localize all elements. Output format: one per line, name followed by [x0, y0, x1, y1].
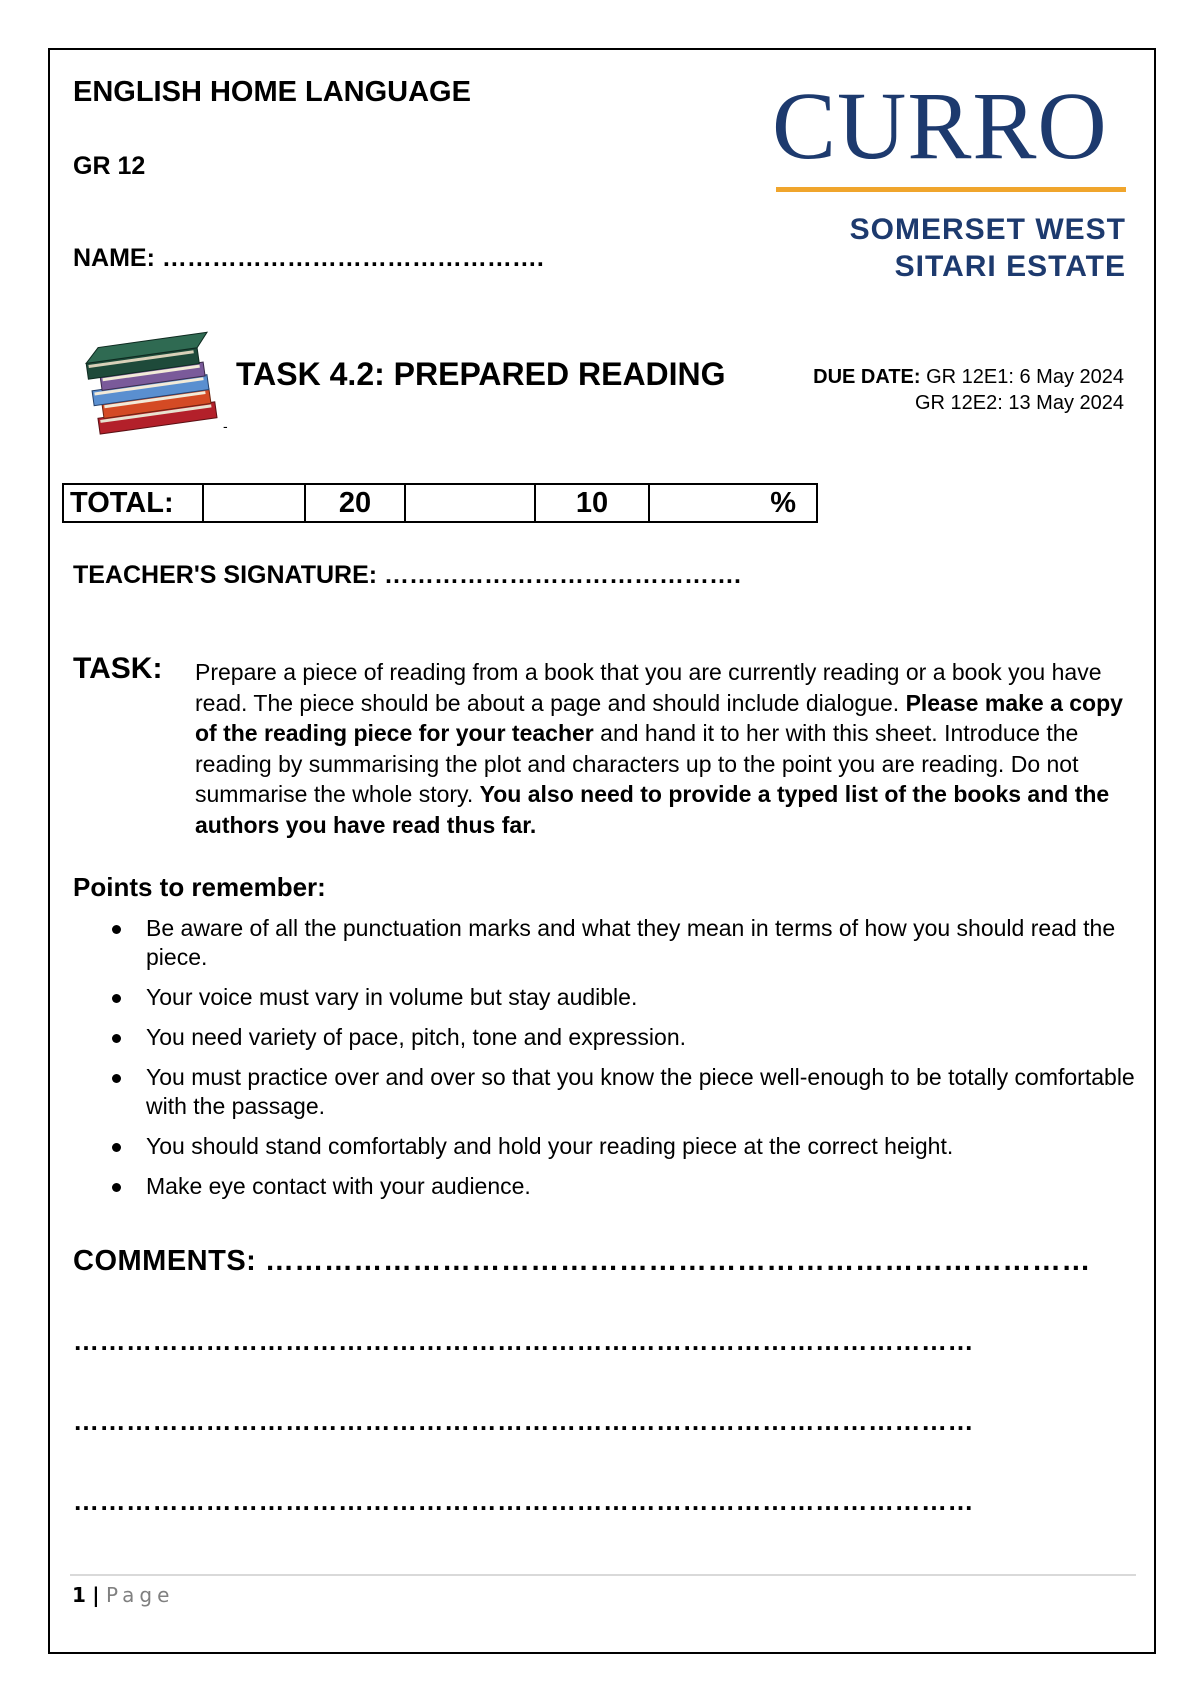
comments-line-2[interactable]: …………………………………………………………………………………………	[73, 1406, 974, 1436]
total-score-cell[interactable]	[203, 484, 305, 522]
point-text: You need variety of pace, pitch, tone and expression.	[146, 1024, 687, 1050]
points-heading: Points to remember:	[73, 872, 326, 902]
comments-line-1[interactable]: …………………………………………………………………………………………	[73, 1326, 974, 1356]
total-marks-table	[62, 483, 818, 523]
list-item	[100, 914, 1140, 972]
list-item	[100, 1132, 1140, 1161]
logo-brand: CURRO	[772, 72, 1108, 179]
instructions-part1: Prepare a piece of reading from a book that you are currently reading or a book you have read. The piece should be about a page and should include dialogue.	[195, 659, 1102, 716]
logo-campus-line2: SITARI ESTATE	[894, 250, 1126, 283]
page-word: Page	[105, 1583, 175, 1607]
bullet-icon	[112, 1183, 121, 1192]
bullet-icon	[112, 1143, 121, 1152]
instructions-part2: and hand it to her with this sheet. Introduce the reading by summarising the plot and characters up to the point you are reading. Do not summarise the whole story.	[195, 720, 1079, 807]
subject-heading: ENGLISH HOME LANGUAGE	[73, 76, 471, 108]
footer-divider	[70, 1574, 1136, 1576]
logo-campus-line1: SOMERSET WEST	[849, 213, 1126, 246]
point-text: Be aware of all the punctuation marks and what they mean in terms of how you should read the piece.	[146, 915, 1116, 970]
due-date-e2: GR 12E2: 13 May 2024	[914, 392, 1124, 414]
due-date-label: DUE DATE:	[813, 366, 921, 388]
bullet-icon	[112, 1074, 121, 1083]
bullet-icon	[112, 1034, 121, 1043]
logo-accent-bar	[776, 187, 1126, 192]
list-item	[100, 1063, 1140, 1121]
comments-line-3[interactable]: …………………………………………………………………………………………	[73, 1486, 974, 1516]
instructions-bold1: Please make a copy of the reading piece for your teacher	[195, 689, 1123, 746]
total-percent-cell[interactable]: %	[649, 484, 817, 522]
point-text: Your voice must vary in volume but stay audible.	[146, 984, 638, 1010]
page-footer	[72, 1583, 174, 1607]
total-label: TOTAL:	[63, 484, 203, 522]
teacher-signature-field[interactable]: TEACHER'S SIGNATURE: …………………………………….	[73, 561, 741, 589]
list-item	[100, 1023, 1140, 1052]
books-stack-icon	[80, 326, 230, 438]
page-number: 1	[72, 1583, 86, 1607]
dash-mark: -	[223, 418, 228, 434]
total-converted-cell[interactable]	[405, 484, 535, 522]
point-text: Make eye contact with your audience.	[146, 1173, 531, 1199]
bullet-icon	[112, 994, 121, 1003]
name-field[interactable]: NAME: ……………………………………….	[73, 244, 544, 272]
point-text: You must practice over and over so that you know the piece well-enough to be totally comfortable with the passage.	[146, 1064, 1135, 1119]
point-text: You should stand comfortably and hold your reading piece at the correct height.	[146, 1133, 954, 1159]
grade-label: GR 12	[73, 152, 146, 180]
task-label: TASK:	[73, 652, 163, 685]
instructions-bold2: You also need to provide a typed list of the books and the authors you have read thus far.	[195, 781, 1110, 838]
bullet-icon	[112, 925, 121, 934]
points-list	[100, 914, 1140, 1212]
footer-separator: |	[92, 1583, 100, 1607]
comments-field[interactable]: COMMENTS: …………………………………………………………………………	[73, 1245, 1091, 1277]
list-item	[100, 983, 1140, 1012]
due-date-e1: GR 12E1: 6 May 2024	[926, 366, 1124, 388]
total-out-of-20: 20	[305, 484, 405, 522]
due-date-line1	[813, 366, 1124, 389]
list-item	[100, 1172, 1140, 1201]
task-title: TASK 4.2: PREPARED READING	[236, 356, 726, 392]
task-instructions	[195, 657, 1140, 840]
total-out-of-10: 10	[535, 484, 649, 522]
